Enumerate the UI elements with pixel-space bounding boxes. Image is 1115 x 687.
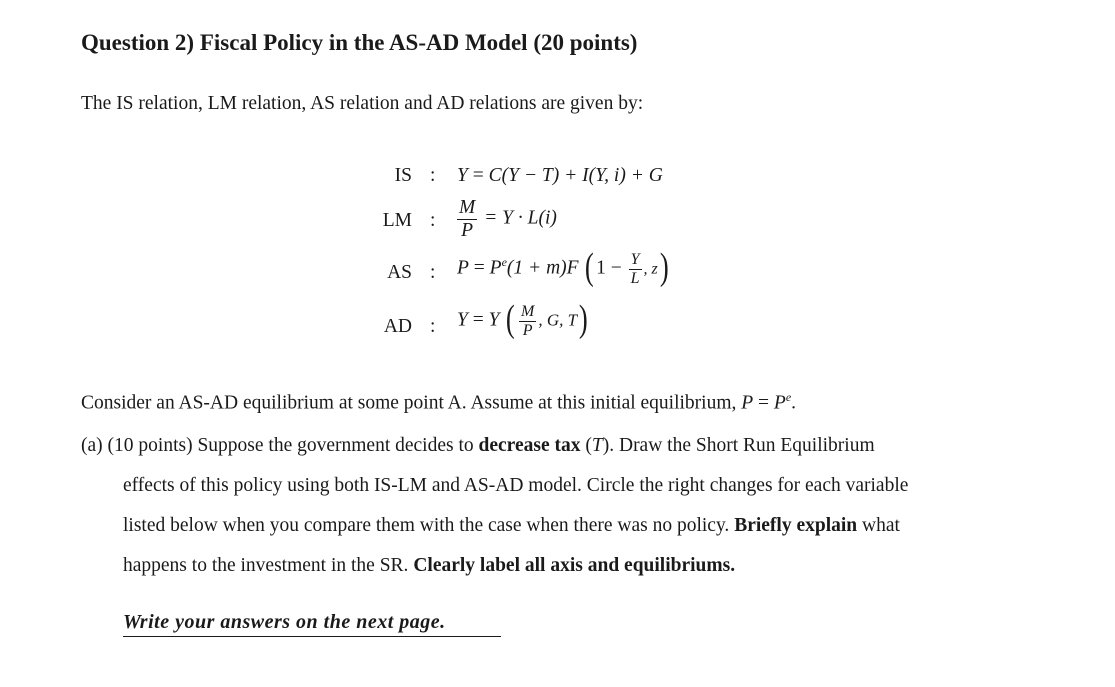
equilibrium-rhs: P — [773, 392, 786, 414]
part-a-marker: (a) — [81, 435, 103, 456]
lm-label: LM — [382, 210, 412, 231]
equilibrium-eq: = — [753, 392, 774, 414]
part-a-line-2: effects of this policy using both IS-LM and AS-AD model. Circle the right changes for each variable — [123, 475, 909, 496]
ad-paren-open: ( — [506, 298, 516, 340]
as-den: L — [630, 269, 640, 287]
as-num: Y — [630, 250, 640, 268]
part-a-clearly-label: Clearly label all axis and equilibriums. — [413, 555, 736, 576]
as-pe: P — [489, 257, 502, 279]
ad-fraction — [519, 304, 536, 339]
part-a-paren-open: ( — [585, 435, 592, 456]
as-mid: (1 + m)F — [506, 257, 579, 279]
as-paren-close: ) — [659, 246, 669, 288]
as-tail: , z — [643, 260, 658, 278]
part-a-l4-a: happens to the investment in the SR. — [123, 555, 409, 576]
part-a-T: T — [591, 435, 603, 456]
equilibrium-sentence: Consider an AS-AD equilibrium at some point A. Assume at this initial equilibrium, — [81, 392, 737, 414]
part-a-l3-a: listed below when you compare them with the case when there was no policy. — [123, 515, 730, 536]
question-title: Question 2) Fiscal Policy in the AS-AD Model (20 points) — [81, 30, 638, 55]
as-fraction — [629, 252, 642, 287]
lm-rhs: = Y · L(i) — [479, 207, 557, 229]
is-eq: = — [467, 165, 489, 186]
lm-equation — [455, 198, 557, 240]
as-eq: = — [468, 257, 490, 279]
ad-tail: , G, T — [538, 310, 578, 330]
as-pe-sup: e — [501, 254, 507, 269]
equilibrium-text — [81, 390, 796, 415]
equilibrium-sup: e — [785, 390, 792, 404]
part-a-decrease-tax: decrease tax — [478, 435, 581, 456]
ad-eq: = — [467, 309, 489, 331]
ad-colon: : — [430, 316, 436, 337]
ad-label: AD — [383, 316, 412, 337]
as-label: AS — [387, 262, 412, 283]
lm-colon: : — [430, 210, 436, 231]
ad-paren-close: ) — [578, 298, 588, 340]
equilibrium-lhs: P — [741, 392, 754, 414]
part-a-line-3 — [123, 515, 900, 537]
part-a-l1-a: (10 points) Suppose the government decides to — [107, 435, 474, 456]
is-lhs: Y — [457, 165, 468, 186]
as-paren-open: ( — [585, 246, 595, 288]
part-a-l1-c: Draw the Short Run Equilibrium — [618, 435, 875, 456]
part-a-line-1 — [81, 435, 875, 457]
ad-den: P — [522, 321, 533, 339]
lm-den: P — [461, 219, 474, 241]
as-colon: : — [430, 262, 436, 283]
part-a-briefly-explain: Briefly explain — [734, 515, 858, 536]
is-equation — [457, 165, 663, 187]
ad-lhs: Y — [457, 309, 468, 331]
as-one-minus: 1 − — [596, 257, 622, 279]
lm-fraction — [457, 198, 477, 240]
as-lhs: P — [457, 257, 469, 279]
intro-text: The IS relation, LM relation, AS relation and AD relations are given by: — [81, 93, 644, 114]
is-rhs: C(Y − T) + I(Y, i) + G — [488, 165, 663, 186]
equilibrium-end: . — [791, 392, 797, 414]
part-a-line-4 — [123, 555, 735, 577]
lm-num: M — [459, 197, 476, 218]
is-label: IS — [394, 165, 412, 186]
answers-note: Write your answers on the next page. — [123, 611, 501, 637]
part-a-paren-close: ). — [602, 435, 615, 456]
part-a-l3-c: what — [862, 515, 900, 536]
ad-equation — [457, 298, 590, 340]
is-colon: : — [430, 165, 436, 186]
ad-num: M — [521, 302, 535, 320]
as-equation — [457, 246, 670, 288]
ad-func: Y — [488, 309, 500, 331]
